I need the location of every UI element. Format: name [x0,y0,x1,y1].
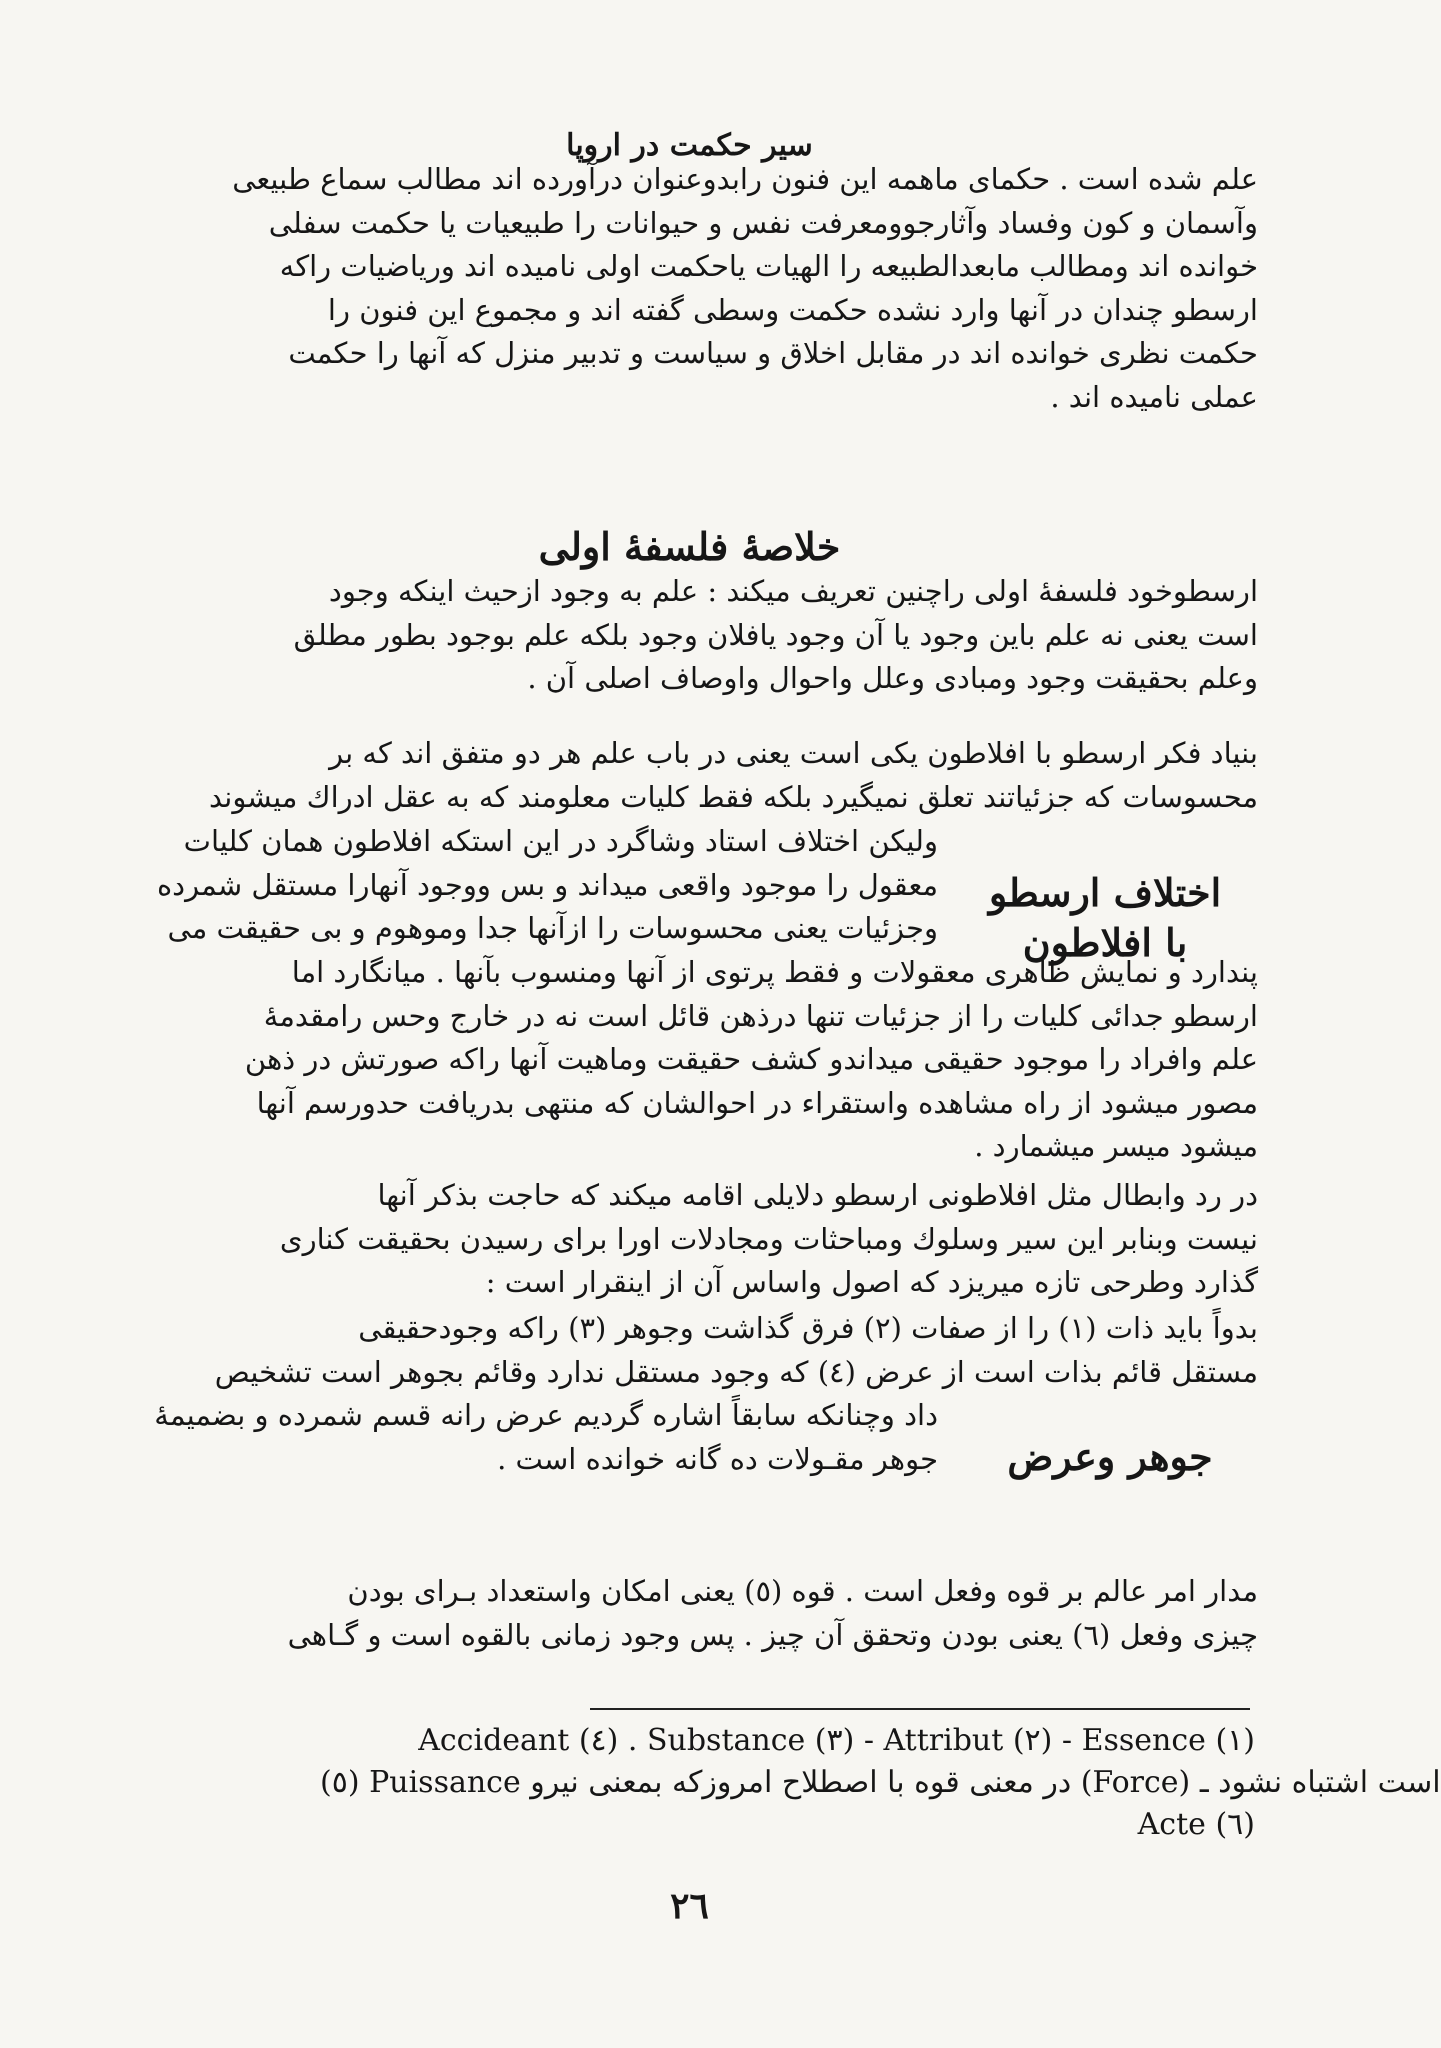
text-line: نیست وبنابر این سیر وسلوك ومباحثات ومجادلات اورا برای رسیدن بحقیقت کناری [279,1221,1258,1256]
text-line: ارسطوخود فلسفهٔ اولی راچنین تعریف میکند : علم به وجود ازحیث اینکه وجود [328,574,1258,608]
text-line: بدواً باید ذات (۱) را از صفات (۲) فرق گذاشت وجوهر (۳) راکه وجودحقیقی [358,1311,1258,1345]
text-line: جوهر مقـولات ده گانه خوانده است . [497,1441,938,1476]
text-line: حکمت نظری خوانده اند در مقابل اخلاق و سیاست و تدبیر منزل که آنها را حکمت [288,336,1258,370]
paragraph-5 [128,1570,1258,1657]
side-heading-substance-accident [960,1432,1260,1482]
text-line: بنیاد فکر ارسطو با افلاطون یکی است یعنی در باب علم هر دو متفق اند که بر [329,736,1258,770]
text-line: مدار امر عالم بر قوه وفعل است . قوه (٥) یعنی امکان واستعداد بـرای بودن [347,1574,1258,1608]
text-line: چیزی وفعل (٦) یعنی بودن وتحقق آن چیز . پس وجود زمانی بالقوه است و گـاهی [287,1617,1258,1652]
paragraph-2-side [128,820,938,951]
section-1-body [128,570,1258,701]
text-line: وآسمان و کون وفساد وآثارجوومعرفت نفس و حیوانات را طبیعیات یا حکمت سفلی [268,205,1258,240]
text-line: مستقل قائم بذات است از عرض (٤) که وجود مستقل ندارد وقائم بجوهر است تشخیص [214,1354,1258,1389]
footnotes [320,1720,1441,1846]
text-line: ارسطو جدائی کلیات را از جزئیات تنها درذهن قائل است نه در خارج وحس رامقدمهٔ [263,998,1258,1033]
side-heading-line: جوهر وعرض [1007,1434,1213,1479]
footnote-line: Acte (٦) [1137,1807,1255,1842]
text-line: ارسطو چندان در آنها وارد نشده حکمت وسطی گفته اند و مجموع این فنون را [327,292,1258,327]
paragraph-4-side [128,1394,938,1481]
text-line: علم شده است . حکمای ماهمه این فنون رابدوعنوان درآورده اند مطالب سماع طبیعی [232,162,1258,196]
text-line: میشود میسر میشمارد . [974,1129,1258,1163]
text-line: خوانده اند ومطالب مابعدالطبیعه را الهیات یاحکمت اولی نامیده اند وریاضیات راکه [279,249,1258,283]
paragraph-2-bottom [128,951,1258,1169]
side-heading-line: با افلاطون [1022,920,1188,965]
footnote-line: Accideant (٤) . Substance (٣) - Attribut (٢) - Essence (١) [418,1723,1255,1758]
paragraph-3 [128,1174,1258,1305]
text-line: داد وچنانکه سابقاً اشاره گردیم عرض رانه قسم شمرده و بضمیمهٔ [154,1398,938,1432]
text-line: محسوسات که جزئیاتند تعلق نمیگیرد بلکه فقط کلیات معلومند که به عقل ادراك میشوند [209,779,1258,814]
text-line: مصور میشود از راه مشاهده واستقراء در احوالشان که منتهی بدریافت حدورسم آنها [256,1085,1258,1120]
running-header: سیر حکمت در اروپا [566,128,813,163]
text-line: وعلم بحقیقت وجود ومبادی وعلل واحوال واوصاف اصلی آن . [527,661,1258,695]
text-line: ولیکن اختلاف استاد وشاگرد در این استکه افلاطون همان کلیات [183,824,938,858]
text-line: معقول را موجود واقعی میداند و بس ووجود آنهارا مستقل شمرده [156,867,938,902]
paragraph-4-top [128,1307,1258,1394]
text-line: گذارد وطرحی تازه میریزد که اصول واساس آن از اینقرار است : [485,1265,1258,1299]
footnote-line: (٥) Puissance در معنی قوه با اصطلاح امروزکه بمعنی نیرو (Force) است اشتباه نشود ـ [320,1765,1441,1800]
text-line: در رد وابطال مثل افلاطونی ارسطو دلایلی اقامه میکند که حاجت بذکر آنها [377,1178,1258,1212]
text-line: وجزئیات یعنی محسوسات را ازآنها جدا وموهوم و بی حقیقت می [167,911,938,945]
text-line: عملی نامیده اند . [1050,379,1258,414]
paragraph-1 [128,158,1258,419]
footnote-divider [590,1708,1250,1710]
text-line: علم وافراد را موجود حقیقی میداندو کشف حقیقت وماهیت آنها راکه صورتش در ذهن [244,1042,1258,1076]
text-line: است یعنی نه علم باین وجود یا آن وجود یافلان وجود بلکه علم بوجود بطور مطلق [293,617,1258,652]
text-line: پندارد و نمایش ظاهری معقولات و فقط پرتوی از آنها ومنسوب بآنها . میانگارد اما [291,955,1258,989]
page-number: ٢٦ [670,1885,709,1927]
section-title: خلاصهٔ فلسفهٔ اولی [538,524,841,569]
paragraph-2-top [128,732,1258,819]
side-heading-line: اختلاف ارسطو [988,870,1222,915]
